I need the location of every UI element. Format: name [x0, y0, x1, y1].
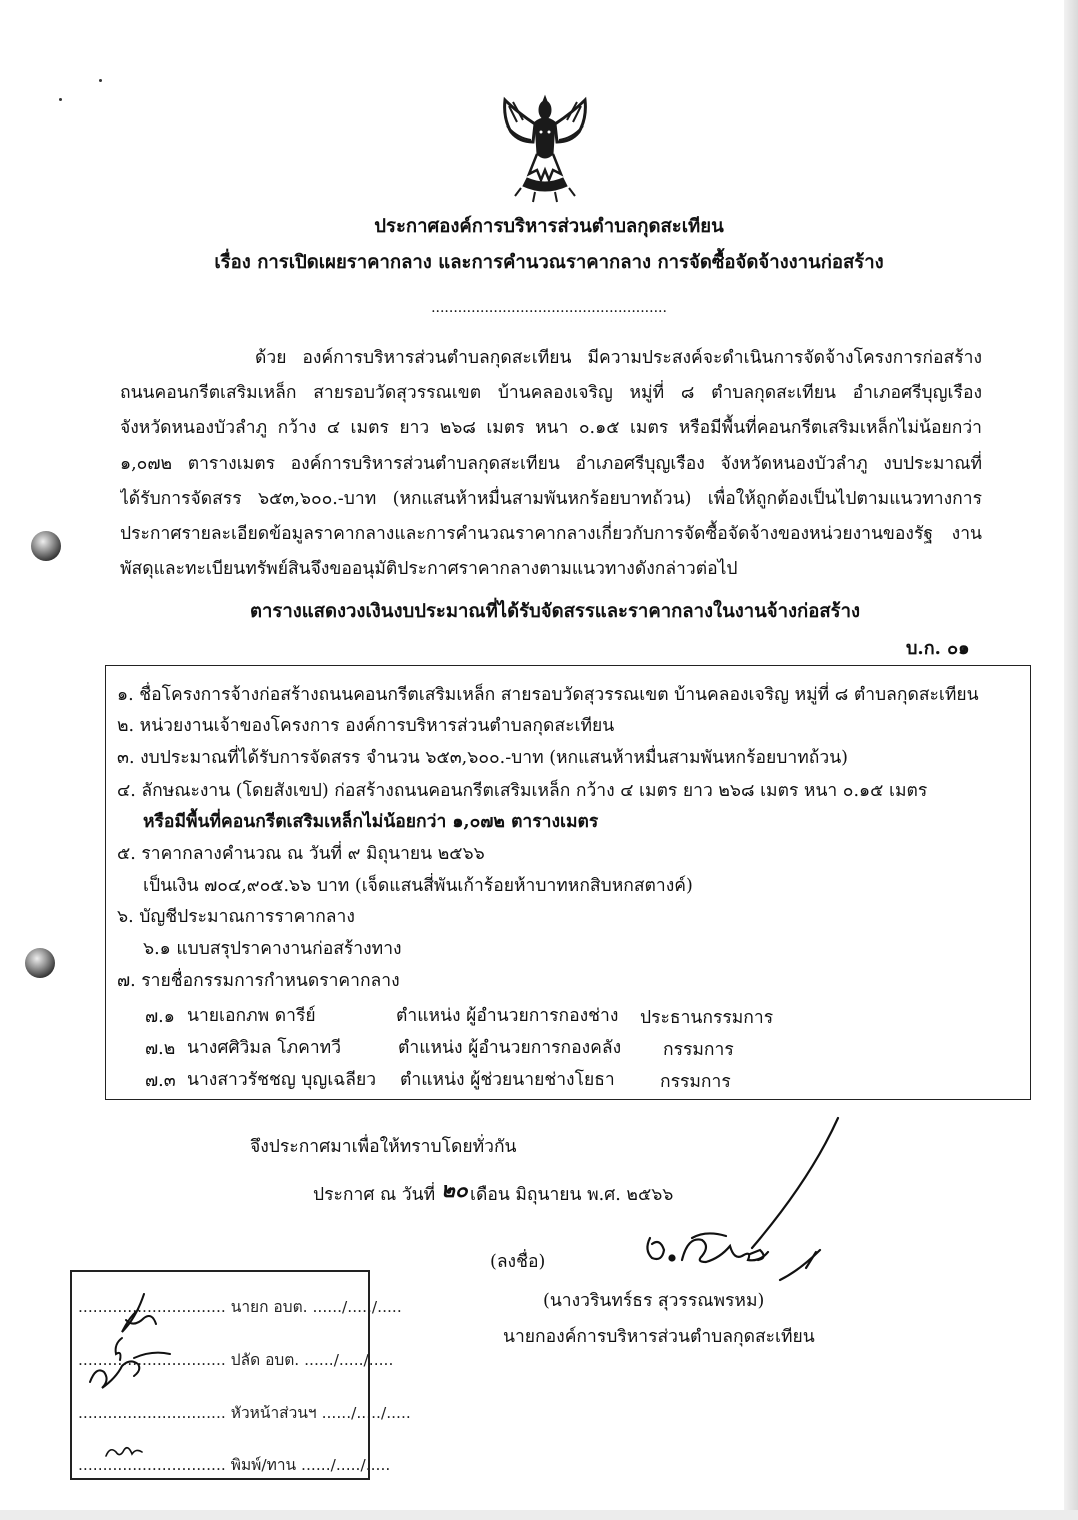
- table-title: ตารางแสดงวงเงินงบประมาณที่ได้รับจัดสรรและราคากลางในงานจ้างก่อสร้าง: [250, 601, 861, 622]
- signer-title: นายกองค์การบริหารส่วนตำบลกุดสะเทียน: [503, 1327, 815, 1347]
- body-line-3: จังหวัดหนองบัวลำภู กว้าง ๔ เมตร ยาว ๒๖๘ เมตร หนา ๐.๑๕ เมตร หรือมีพื้นที่คอนกรีตเสริมเหล็กไม่น้อยกว่า: [120, 418, 982, 438]
- body-line-6: ประกาศรายละเอียดข้อมูลราคากลางและการคำนวณราคากลางเกี่ยวกับการจัดซื้อจัดจ้างของหน่วยงานของรัฐ งาน: [120, 524, 982, 544]
- committee-name: นางสาวรัชชญ บุญเฉลียว: [187, 1070, 377, 1090]
- item-2-owner-agency: ๒. หน่วยงานเจ้าของโครงการ องค์การบริหารส่วนตำบลกุดสะเทียน: [117, 716, 615, 736]
- item-6-estimate-list: ๖. บัญชีประมาณการราคากลาง: [117, 907, 355, 927]
- body-line-2: ถนนคอนกรีตเสริมเหล็ก สายรอบวัดสุวรรณเขต บ้านคลองเจริญ หมู่ที่ ๘ ตำบลกุดสะเทียน อำเภอศรีบุญเรือง: [120, 383, 982, 403]
- body-line-5: ได้รับการจัดสรร ๖๕๓,๖๐๐.-บาท (หกแสนห้าหมื่นสามพันหกร้อยบาทถ้วน) เพื่อให้ถูกต้องเป็นไปตามแนวทางการ: [120, 489, 982, 509]
- routing-row-typist: .............................. พิมพ์/ทาน ....../...../.....: [78, 1456, 391, 1474]
- item-1-project-name: ๑. ชื่อโครงการจ้างก่อสร้างถนนคอนกรีตเสริมเหล็ก สายรอบวัดสุวรรณเขต บ้านคลองเจริญ หมู่ที่ ๘ ตำบลกุดสะเทียน: [117, 685, 979, 705]
- garuda-emblem-icon: [497, 92, 593, 204]
- committee-no: ๗.๑: [145, 1007, 175, 1027]
- item-4-work-description: ๔. ลักษณะงาน (โดยสังเขป) ก่อสร้างถนนคอนกรีตเสริมเหล็ก กว้าง ๔ เมตร ยาว ๒๖๘ เมตร หนา ๐.๑๕ เมตร: [117, 781, 928, 801]
- punch-hole-bottom: [25, 948, 55, 978]
- committee-name: นางศศิวิมล โภคาทวี: [187, 1038, 342, 1058]
- body-line-4: ๑,๐๗๒ ตารางเมตร องค์การบริหารส่วนตำบลกุดสะเทียน อำเภอศรีบุญเรือง จังหวัดหนองบัวลำภู งบประมาณที่: [120, 454, 982, 474]
- item-5-median-price-amount: เป็นเงิน ๗๐๔,๙๐๕.๖๖ บาท (เจ็ดแสนสี่พันเก้าร้อยห้าบาทหกสิบหกสตางค์): [143, 876, 693, 896]
- page-bottom-edge: [0, 1510, 1078, 1520]
- chief-executive-signature: [630, 1110, 850, 1290]
- item-5-median-price-date: ๕. ราคากลางคำนวณ ณ วันที่ ๙ มิถุนายน ๒๕๖๖: [117, 844, 485, 864]
- committee-role: กรรมการ: [663, 1040, 734, 1060]
- header-separator: .....................................................: [431, 300, 667, 316]
- item-7-committee-heading: ๗. รายชื่อกรรมการกำหนดราคากลาง: [117, 971, 400, 991]
- item-4-area: หรือมีพื้นที่คอนกรีตเสริมเหล็กไม่น้อยกว่า ๑,๐๗๒ ตารางเมตร: [143, 812, 599, 832]
- dust-speck: [99, 79, 102, 82]
- announce-date-day-handwritten: ๒๐: [441, 1178, 468, 1202]
- committee-position: ตำแหน่ง ผู้อำนวยการกองคลัง: [398, 1038, 622, 1058]
- body-line-7: พัสดุและทะเบียนทรัพย์สินจึงขออนุมัติประกาศราคากลางตามแนวทางดังกล่าวต่อไป: [120, 559, 738, 579]
- announce-date-prefix: ประกาศ ณ วันที่: [313, 1185, 436, 1205]
- committee-position: ตำแหน่ง ผู้ช่วยนายช่างโยธา: [400, 1070, 615, 1090]
- committee-no: ๗.๒: [145, 1039, 176, 1059]
- signer-name: (นางวรินทร์ธร สุวรรณพรหม): [543, 1291, 765, 1311]
- signed-label: (ลงชื่อ): [490, 1252, 546, 1272]
- routing-row-head-of-division: .............................. หัวหน้าส่วนฯ ....../...../.....: [78, 1404, 411, 1422]
- item-3-budget: ๓. งบประมาณที่ได้รับการจัดสรร จำนวน ๖๕๓,๖๐๐.-บาท (หกแสนห้าหมื่นสามพันหกร้อยบาทถ้วน): [117, 748, 848, 768]
- dust-speck: [59, 98, 62, 101]
- routing-row-nayok: .............................. นายก อบต. ....../...../.....: [78, 1298, 402, 1316]
- committee-role: กรรมการ: [660, 1072, 731, 1092]
- committee-no: ๗.๓: [145, 1071, 176, 1091]
- item-6-1-summary-form: ๖.๑ แบบสรุปราคางานก่อสร้างทาง: [143, 939, 402, 959]
- punch-hole-top: [31, 531, 61, 561]
- committee-position: ตำแหน่ง ผู้อำนวยการกองช่าง: [396, 1006, 619, 1026]
- body-line-1: ด้วย องค์การบริหารส่วนตำบลกุดสะเทียน มีความประสงค์จะดำเนินการจัดจ้างโครงการก่อสร้าง: [255, 348, 982, 368]
- closing-announce: จึงประกาศมาเพื่อให้ทราบโดยทั่วกัน: [250, 1137, 517, 1157]
- typist-initials-signature: [102, 1438, 152, 1464]
- committee-role: ประธานกรรมการ: [640, 1008, 774, 1028]
- committee-name: นายเอกภพ ดารีย์: [187, 1006, 316, 1026]
- routing-row-palad: .............................. ปลัด อบต. ....../...../.....: [78, 1351, 394, 1369]
- announce-date-month-year: เดือน มิถุนายน พ.ศ. ๒๕๖๖: [470, 1185, 674, 1205]
- announcement-subject: เรื่อง การเปิดเผยราคากลาง และการคำนวณราคากลาง การจัดซื้อจัดจ้างงานก่อสร้าง: [214, 252, 884, 273]
- announcement-title: ประกาศองค์การบริหารส่วนตำบลกุดสะเทียน: [374, 216, 724, 237]
- stamp-initials-signature: [82, 1288, 192, 1398]
- form-code: บ.ก. ๐๑: [906, 638, 970, 659]
